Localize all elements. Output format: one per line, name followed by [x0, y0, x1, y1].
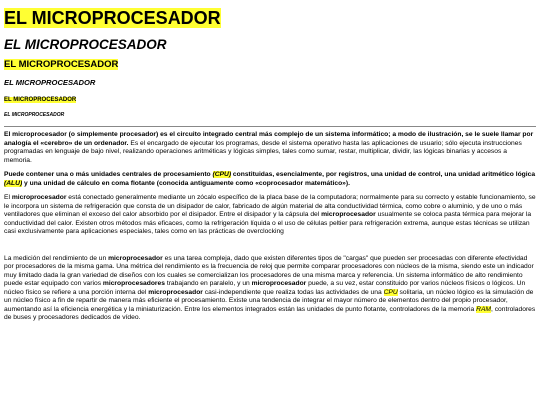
heading-level-6: EL MICROPROCESADOR	[4, 112, 65, 118]
heading-level-1: EL MICROPROCESADOR	[4, 8, 221, 28]
heading-level-5: EL MICROPROCESADOR	[4, 97, 77, 103]
heading-level-3: EL MICROPROCESADOR	[4, 59, 119, 70]
heading-level-2: EL MICROPROCESADOR	[4, 37, 167, 52]
paragraph-intro: El microprocesador (o simplemente procesador) es el circuito integrado central más complejo de un sistema informático; a modo de ilustración, se le suele llamar por analogía el «cerebro» de un ordenador. Es el encargado de ejecutar los programas, desde el sistema operativo hasta las aplicaciones de usuario; sólo ejecuta instrucciones programadas en lenguaje de bajo nivel, realizando operaciones aritméticas y lógicas simples, tales como sumar, restar, multiplicar, dividir, las lógicas binarias y accesos a memoria.	[4, 131, 534, 164]
divider	[4, 126, 536, 127]
paragraph-components: Puede contener una o más unidades centrales de procesamiento (CPU) constituidas, esencialmente, por registros, una unidad de control, una unidad aritmético lógica (ALU) y una unidad de cálculo en coma flotante (conocida antiguamente como «coprocesador matemático»).	[4, 171, 536, 187]
highlight-alu: (ALU)	[4, 179, 23, 187]
paragraph-cooling: El microprocesador está conectado generalmente mediante un zócalo específico de la placa base de la computadora; normalmente para su correcto y estable funcionamiento, se le incorpora un sistema de refrigeración que consta de un disipador de calor, fabricado de algún material de alta conductividad térmica, como cobre o aluminio, y de uno o más ventiladores que eliminan el exceso del calor absorbido por el disipador. Entre el disipador y la cápsula del microprocesador usualmente se coloca pasta térmica para mejorar la conductividad del calor. Existen otros métodos más eficaces, como la refrigeración líquida o el uso de células peltier para refrigeración extrema, aunque estas técnicas se utilizan casi exclusivamente para aplicaciones especiales, tales como en las prácticas de overclocking	[4, 194, 536, 235]
paragraph-performance: La medición del rendimiento de un microprocesador es una tarea compleja, dado que existen diferentes tipos de "cargas" que pueden ser procesadas con diferente efectividad por procesadores de la misma gama. Una métrica del rendimiento es la frecuencia de reloj que permite comparar procesadores con núcleos de la misma, siendo este un indicador muy limitado dada la gran variedad de diseños con los cuales se comercializan los procesadores de una misma marca y referencia. Un sistema informático de alto rendimiento puede estar equipado con varios microprocesadores trabajando en paralelo, y un microprocesador puede, a su vez, estar constituido por varios núcleos físicos o lógicos. Un núcleo físico se refiere a una porción interna del microprocesador casi-independiente que realiza todas las actividades de una CPU solitaria, un núcleo lógico es la simulación de un núcleo físico a fin de repartir de manera más eficiente el procesamiento. Existe una tendencia de integrar el mayor número de elementos dentro del propio procesador, aumentando así la eficiencia energética y la miniaturización. Entre los elementos integrados están las unidades de punto flotante, controladores de la memoria RAM, controladores de buses y procesadores dedicados de vídeo.	[4, 254, 536, 321]
highlight-cpu-2: CPU	[383, 288, 398, 296]
heading-level-4: EL MICROPROCESADOR	[4, 78, 96, 87]
highlight-ram: RAM	[476, 305, 491, 313]
highlight-cpu: (CPU)	[212, 171, 232, 178]
